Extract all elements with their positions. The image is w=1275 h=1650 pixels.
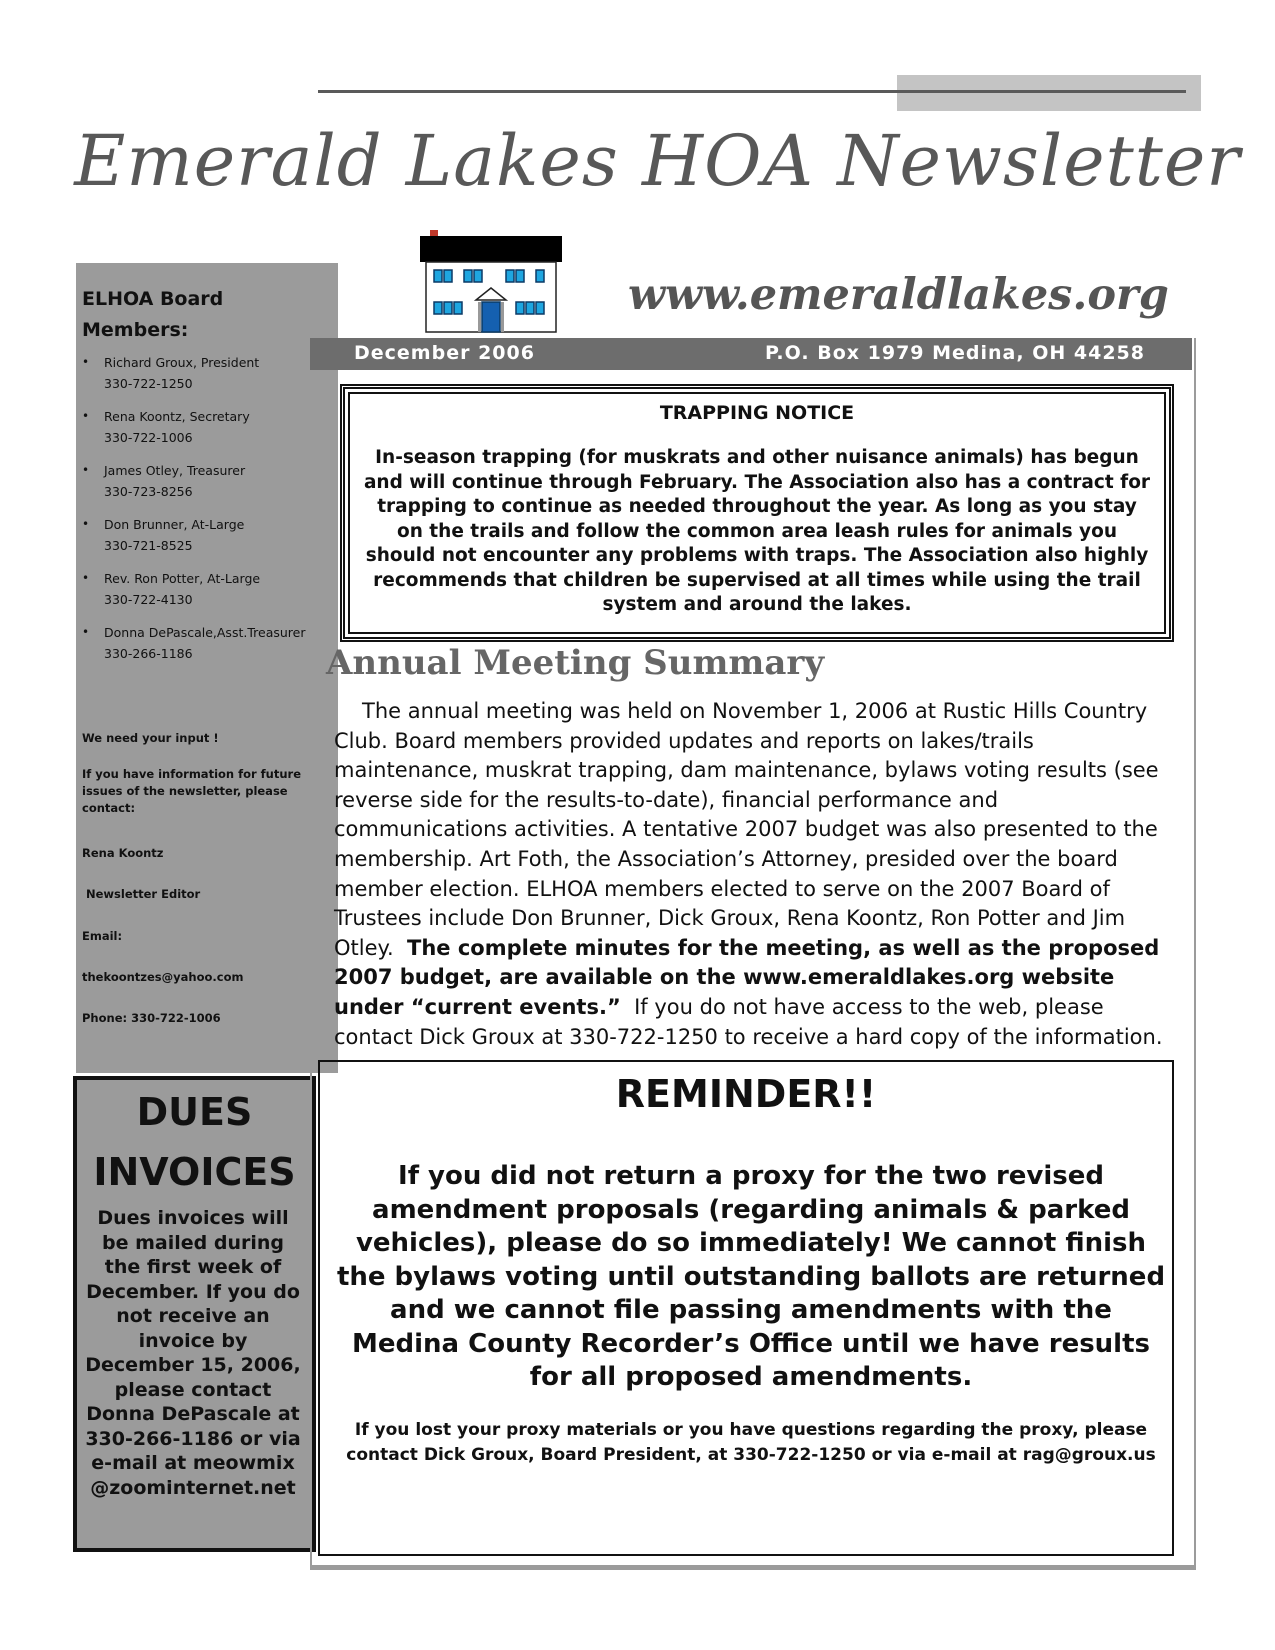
editor-phone: Phone: 330-722-1006 bbox=[82, 1011, 221, 1025]
bullet-icon: • bbox=[82, 571, 90, 585]
newsletter-title: Emerald Lakes HOA Newsletter bbox=[74, 120, 1241, 202]
member-phone: 330-266-1186 bbox=[104, 646, 193, 661]
member-phone: 330-722-1250 bbox=[104, 376, 193, 391]
meeting-summary-title: Annual Meeting Summary bbox=[326, 643, 825, 683]
member-phone: 330-723-8256 bbox=[104, 484, 193, 499]
member-name: Rena Koontz, Secretary bbox=[104, 409, 250, 424]
member-name: Richard Groux, President bbox=[104, 355, 260, 370]
member-name: James Otley, Treasurer bbox=[104, 463, 246, 478]
meeting-text-part-1: The annual meeting was held on November 1, 2006 at Rustic Hills Country Club. Board members provided updates and reports on lakes/trails maintenance, muskrat trapping, dam maintenance, bylaws voting results (see reverse side for the results-to-date), financial performance and communications activities. A tentative 2007 budget was also presented to the membership. Art Foth, the Association’s Attorney, presided over the board member election. ELHOA members elected to serve on the 2007 Board of Trustees include Don Brunner, Dick Groux, Rena Koontz, Ron Potter and Jim Otley. bbox=[334, 699, 1159, 960]
dues-text: Dues invoices will be mailed during the first week of December. If you do not receive an invoice by December 15, 2006, please contact Donna DePascale at 330-266-1186 or via e-mail at meowmix @zoominternet.net bbox=[85, 1207, 301, 1499]
board-members-list bbox=[82, 352, 332, 676]
editor-title: Newsletter Editor bbox=[86, 887, 201, 901]
mailing-address: P.O. Box 1979 Medina, OH 44258 bbox=[765, 342, 1145, 364]
member-name: Rev. Ron Potter, At-Large bbox=[104, 571, 261, 586]
dues-title: DUES INVOICES bbox=[93, 1090, 296, 1194]
house-icon bbox=[420, 230, 568, 334]
board-members-heading: ELHOA Board Members: bbox=[82, 288, 224, 341]
bullet-icon: • bbox=[82, 355, 90, 369]
list-item bbox=[82, 352, 332, 406]
header-accent-bar bbox=[897, 75, 1201, 111]
list-item bbox=[82, 622, 332, 676]
trapping-notice-title: TRAPPING NOTICE bbox=[659, 402, 855, 424]
input-text: If you have information for future issues of the newsletter, please contact: bbox=[82, 767, 302, 815]
reminder-title: REMINDER!! bbox=[615, 1072, 877, 1116]
input-heading: We need your input ! bbox=[82, 731, 219, 745]
bullet-icon: • bbox=[82, 517, 90, 531]
reminder-note: If you lost your proxy materials or you have questions regarding the proxy, please contact Dick Groux, Board President, at 330-722-1250 or via e-mail at rag@groux.us bbox=[346, 1420, 1156, 1465]
list-item bbox=[82, 568, 332, 622]
bullet-icon: • bbox=[82, 409, 90, 423]
list-item bbox=[82, 460, 332, 514]
member-name: Don Brunner, At-Large bbox=[104, 517, 245, 532]
email-label: Email: bbox=[82, 929, 123, 943]
bullet-icon: • bbox=[82, 625, 90, 639]
editor-email[interactable]: thekoontzes@yahoo.com bbox=[82, 970, 244, 984]
meeting-text-part-2: If you do not have access to the web, please contact Dick Groux at 330-722-1250 to receive a hard copy of the information. bbox=[334, 994, 1163, 1049]
trapping-notice-text: In-season trapping (for muskrats and other nuisance animals) has begun and will continue through February. The Association also has a contract for trapping to continue as needed throughout the year. As long as you stay on the trails and follow the common area leash rules for animals you should not encounter any problems with traps. The Association also highly recommends that children be supervised at all times while using the trail system and around the lakes. bbox=[363, 447, 1151, 615]
member-phone: 330-721-8525 bbox=[104, 538, 193, 553]
website-url: www.emeraldlakes.org bbox=[628, 270, 1169, 320]
issue-date: December 2006 bbox=[354, 342, 535, 364]
list-item bbox=[82, 514, 332, 568]
bullet-icon: • bbox=[82, 463, 90, 477]
member-name: Donna DePascale,Asst.Treasurer bbox=[104, 625, 306, 640]
editor-name: Rena Koontz bbox=[82, 846, 164, 860]
member-phone: 330-722-1006 bbox=[104, 430, 193, 445]
header-rule bbox=[318, 90, 1186, 93]
list-item bbox=[82, 406, 332, 460]
member-phone: 330-722-4130 bbox=[104, 592, 193, 607]
reminder-text: If you did not return a proxy for the two revised amendment proposals (regarding animals & parked vehicles), please do so immediately! We cannot finish the bylaws voting until outstanding ballots are returned and we cannot file passing amendments with the Medina County Recorder’s Office until we have results for all proposed amendments. bbox=[336, 1161, 1166, 1392]
meeting-text-bold: The complete minutes for the meeting, as well as the proposed 2007 budget, are available on the www.emeraldlakes.org website under “current events.” bbox=[334, 935, 1160, 1019]
meeting-summary-text bbox=[334, 697, 1166, 1052]
